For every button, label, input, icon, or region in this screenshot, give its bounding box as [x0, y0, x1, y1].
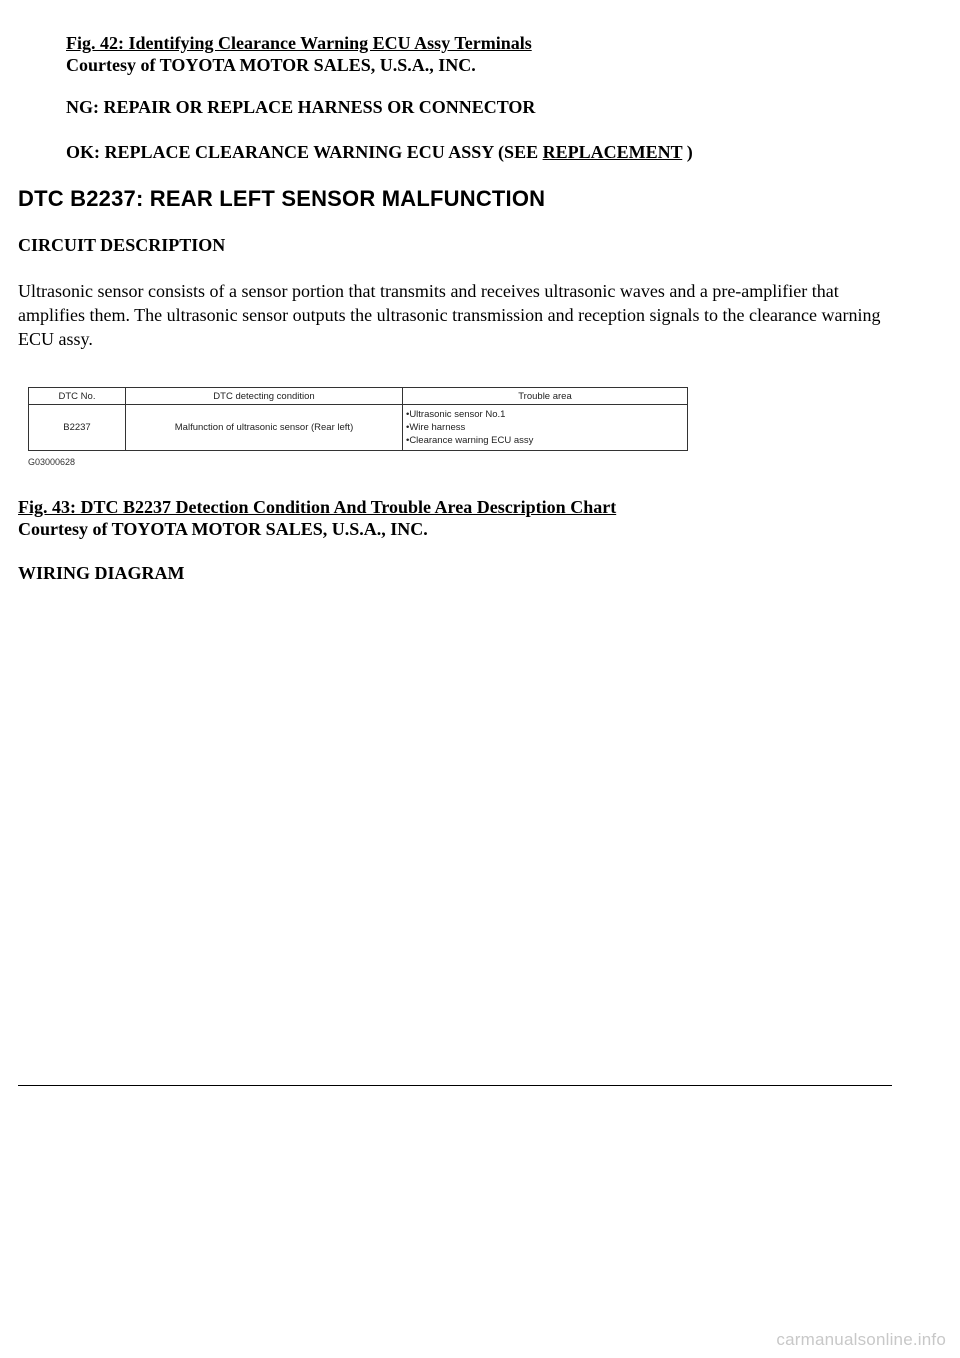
fig43-courtesy: Courtesy of TOYOTA MOTOR SALES, U.S.A., INC.	[18, 519, 428, 539]
ok-prefix: OK: REPLACE CLEARANCE WARNING ECU ASSY (SEE	[66, 142, 543, 162]
header-trouble-area: Trouble area	[403, 388, 688, 405]
table-header-row	[29, 388, 688, 405]
wiring-diagram-heading: WIRING DIAGRAM	[18, 563, 185, 583]
fig42-caption: Fig. 42: Identifying Clearance Warning ECU Assy Terminals	[66, 33, 532, 53]
circuit-description-paragraph: Ultrasonic sensor consists of a sensor portion that transmits and receives ultrasonic waves and a pre-amplifier that amplifies them. The ultrasonic sensor outputs the ultrasonic transmission and reception signals to the clearance warning ECU assy.	[18, 281, 881, 349]
table-row	[29, 405, 688, 451]
trouble-area-item: •Ultrasonic sensor No.1	[406, 409, 506, 420]
cell-dtc-no: B2237	[29, 405, 126, 451]
cell-detecting-condition: Malfunction of ultrasonic sensor (Rear left)	[126, 405, 403, 451]
trouble-area-item: •Wire harness	[406, 422, 466, 433]
page-divider	[18, 1085, 892, 1086]
ok-instruction	[66, 141, 693, 163]
replacement-link[interactable]: REPLACEMENT	[542, 142, 683, 162]
header-dtc-no: DTC No.	[29, 388, 126, 405]
fig43-caption: Fig. 43: DTC B2237 Detection Condition And Trouble Area Description Chart	[18, 497, 617, 517]
ng-instruction: NG: REPAIR OR REPLACE HARNESS OR CONNECTOR	[66, 97, 536, 117]
circuit-description-heading: CIRCUIT DESCRIPTION	[18, 235, 226, 255]
ok-suffix: )	[682, 142, 693, 162]
fig42-courtesy: Courtesy of TOYOTA MOTOR SALES, U.S.A., INC.	[66, 55, 476, 75]
dtc-heading: DTC B2237: REAR LEFT SENSOR MALFUNCTION	[18, 186, 546, 211]
trouble-area-item: •Clearance warning ECU assy	[406, 435, 534, 446]
header-detecting-condition: DTC detecting condition	[126, 388, 403, 405]
watermark: carmanualsonline.info	[776, 1330, 946, 1349]
cell-trouble-area	[403, 405, 688, 451]
figure-code: G03000628	[28, 457, 76, 467]
dtc-detection-table	[28, 387, 688, 451]
